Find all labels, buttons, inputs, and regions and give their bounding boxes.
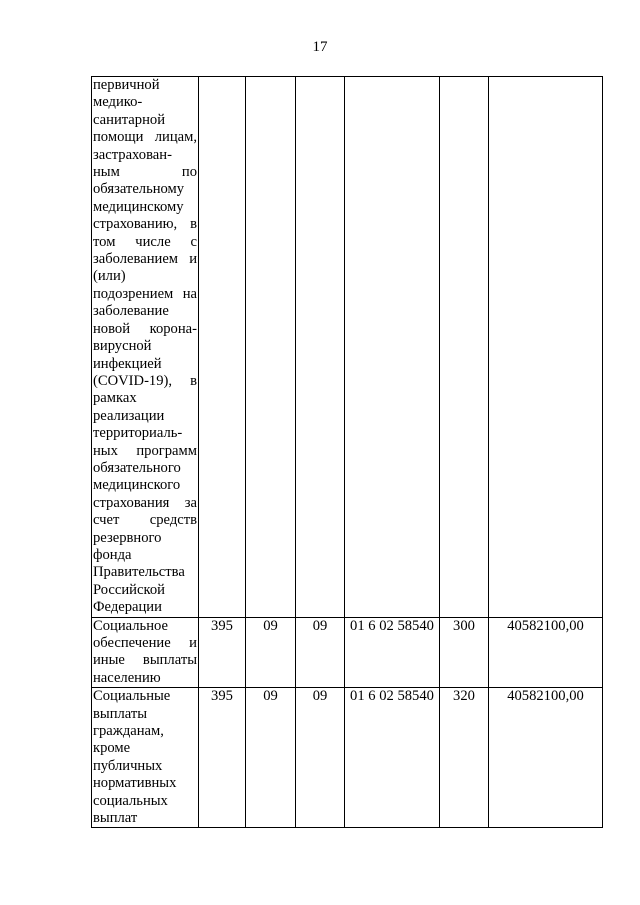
name-line: иные выплаты [93, 652, 197, 669]
table-body [92, 77, 603, 828]
name-line: обязательного [93, 459, 181, 476]
expense-type-cell [440, 77, 489, 618]
name-line: обеспечение и [93, 635, 197, 651]
expense-type-cell: 320 [440, 688, 489, 828]
name-line: заболеванием и [93, 251, 197, 268]
name-line: том числе с [93, 233, 197, 250]
name-line: страхованию, в [93, 216, 197, 233]
name-line: инфекцией [93, 355, 162, 372]
table-row [92, 688, 603, 828]
expense-name-cell [92, 617, 199, 688]
target-article-cell [345, 77, 440, 618]
section-code-cell: 09 [246, 688, 296, 828]
page-number: 17 [312, 39, 328, 55]
name-line: социальных [93, 792, 168, 809]
subsection-code-cell [296, 77, 345, 618]
subsection-code-cell: 09 [296, 617, 345, 688]
name-line: ным по [93, 164, 197, 181]
name-line: (COVID-19), в [93, 372, 197, 389]
name-line: первичной [93, 77, 160, 93]
name-line: публичных [93, 757, 163, 774]
target-article-cell: 01 6 02 58540 [345, 688, 440, 828]
section-code-cell [246, 77, 296, 618]
name-line: выплаты [93, 705, 148, 722]
table-row [92, 617, 603, 688]
name-line: Федерации [93, 599, 162, 616]
amount-cell: 40582100,00 [489, 617, 603, 688]
name-line: страхования за [93, 494, 197, 511]
name-line: помощи лицам, [93, 129, 197, 146]
name-line: Социальные [93, 688, 171, 705]
name-line: медицинскому [93, 198, 184, 215]
name-line: выплат [93, 810, 138, 827]
subsection-code-cell: 09 [296, 688, 345, 828]
name-line: подозрением на [93, 285, 197, 302]
expense-name-cell [92, 688, 199, 828]
name-line: Социальное [93, 617, 168, 634]
table-row [92, 77, 603, 618]
name-line: новой корона- [93, 320, 197, 337]
name-line: (или) [93, 268, 126, 285]
name-line: медико- [93, 94, 143, 111]
name-line: резервного [93, 529, 162, 546]
expense-type-cell: 300 [440, 617, 489, 688]
name-line: санитарной [93, 111, 165, 128]
name-line: ных программ [93, 442, 197, 459]
grbs-code-cell: 395 [199, 688, 246, 828]
section-code-cell: 09 [246, 617, 296, 688]
amount-cell: 40582100,00 [489, 688, 603, 828]
name-line: Российской [93, 581, 165, 598]
name-line: застрахован- [93, 146, 172, 163]
grbs-code-cell: 395 [199, 617, 246, 688]
name-line: фонда [93, 546, 132, 563]
expense-name-cell [92, 77, 199, 618]
name-line: гражданам, [93, 723, 164, 740]
name-line: территориаль- [93, 425, 183, 442]
amount-cell [489, 77, 603, 618]
grbs-code-cell [199, 77, 246, 618]
name-line: нормативных [93, 775, 177, 792]
name-line: медицинского [93, 477, 181, 494]
name-line: населению [93, 669, 161, 686]
name-line: заболевание [93, 303, 169, 320]
target-article-cell: 01 6 02 58540 [345, 617, 440, 688]
budget-table [91, 76, 603, 828]
name-line: Правительства [93, 564, 185, 581]
name-line: обязательному [93, 181, 185, 198]
name-line: кроме [93, 740, 131, 757]
name-line: рамках [93, 390, 137, 407]
name-line: реализации [93, 407, 165, 424]
name-line: счет средств [93, 512, 197, 529]
name-line: вирусной [93, 338, 152, 355]
